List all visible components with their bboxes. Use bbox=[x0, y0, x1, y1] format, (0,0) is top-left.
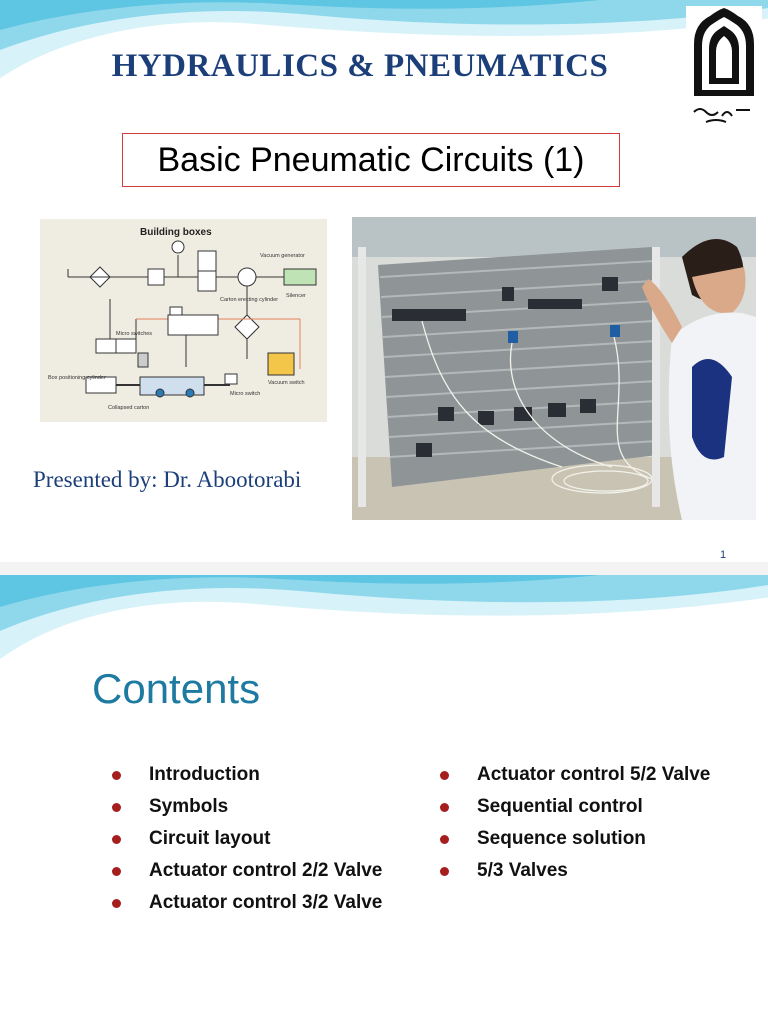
label-micro-switches: Micro switches bbox=[116, 331, 153, 337]
bullet-icon bbox=[440, 835, 449, 844]
slide-2 bbox=[0, 575, 768, 1024]
list-item: Actuator control 2/2 Valve bbox=[149, 855, 382, 887]
circuit-diagram bbox=[40, 219, 327, 422]
list-item: Actuator control 5/2 Valve bbox=[477, 759, 710, 791]
list-item: Symbols bbox=[149, 791, 382, 823]
label-collapsed-carton: Collapsed carton bbox=[108, 405, 150, 411]
bullet-icon bbox=[440, 803, 449, 812]
label-carton-erecting-cylinder: Carton erecting cylinder bbox=[220, 297, 279, 303]
bullet-icon bbox=[112, 867, 121, 876]
contents-list-right bbox=[477, 759, 710, 887]
list-item: Actuator control 3/2 Valve bbox=[149, 887, 382, 919]
contents-title: Contents bbox=[92, 665, 261, 712]
list-item: Circuit layout bbox=[149, 823, 382, 855]
label-vacuum-generator: Vacuum generator bbox=[260, 253, 305, 259]
bullet-icon bbox=[112, 771, 121, 780]
label-vacuum-switch: Vacuum switch bbox=[268, 380, 305, 386]
list-item: Sequential control bbox=[477, 791, 710, 823]
list-item: Introduction bbox=[149, 759, 382, 791]
list-item: Sequence solution bbox=[477, 823, 710, 855]
diagram-title: Building boxes bbox=[140, 227, 212, 238]
presentation-title: HYDRAULICS & PNEUMATICS bbox=[111, 48, 609, 84]
bullet-icon bbox=[112, 835, 121, 844]
list-item: 5/3 Valves bbox=[477, 855, 710, 887]
wave-decoration bbox=[0, 575, 768, 675]
bullet-icon bbox=[440, 771, 449, 780]
bullet-icon bbox=[440, 867, 449, 876]
logo-emblem-icon bbox=[686, 6, 762, 132]
presenter-name: Presented by: Dr. Abootorabi bbox=[33, 467, 302, 492]
subtitle-box bbox=[122, 133, 620, 187]
label-box-positioning-cylinder: Box positioning cylinder bbox=[48, 375, 106, 381]
label-micro-switch: Micro switch bbox=[230, 391, 261, 397]
page-number: 1 bbox=[720, 549, 727, 561]
pneumatic-trainer-photo bbox=[352, 217, 756, 520]
university-logo bbox=[686, 6, 762, 132]
contents-list-left bbox=[149, 759, 382, 919]
bullet-icon bbox=[112, 899, 121, 908]
label-silencer: Silencer bbox=[286, 293, 306, 299]
bullet-icon bbox=[112, 803, 121, 812]
slide-subtitle: Basic Pneumatic Circuits (1) bbox=[157, 140, 585, 179]
